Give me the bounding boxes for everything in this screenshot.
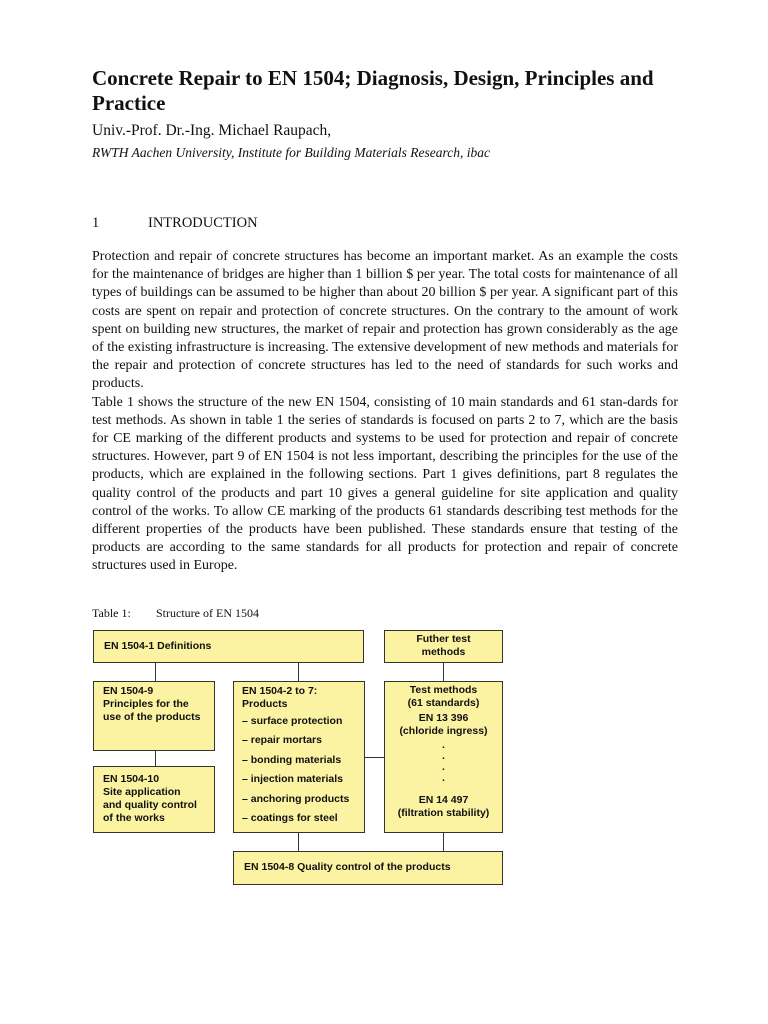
box-text: EN 13 396 (418, 712, 469, 724)
box-text: (chloride ingress) (399, 725, 488, 737)
box-part9-principles (93, 681, 215, 751)
product-item: – injection materials (242, 773, 343, 786)
box-part8-quality-control (233, 851, 503, 885)
ellipsis-dot: . (442, 772, 445, 784)
paragraph: Protection and repair of concrete structures has become an important market. As an example the costs for the maintenance of bridges are higher than 1 billion $ per year. The total costs for maintenance of all types of buildings can be assumed to be higher than about 20 billion $ per year. A significant part of this costs are spent on repair and protection of concrete structures. On the contrary to the amount of work spent on building new structures, the market of repair and protection has grown considerably as the age of the existing infrastructure is increasing. The extensive development of new methods and materials for the repair and protection of concrete structures has led to the need of standards for such works and products. (92, 249, 678, 392)
affiliation-line: RWTH Aachen University, Institute for Building Materials Research, ibac (92, 145, 490, 160)
connector-line (365, 757, 384, 758)
product-item: – bonding materials (242, 753, 342, 766)
box-text: Site application (103, 786, 181, 798)
box-text: EN 1504-10 (103, 773, 160, 785)
product-item: – repair mortars (242, 734, 322, 747)
box-further-test-methods (384, 630, 503, 663)
box-parts2to7-products (233, 681, 365, 833)
section-heading (92, 215, 258, 232)
box-text: and quality control (103, 799, 197, 811)
box-text: of the works (103, 812, 165, 824)
box-title (242, 685, 356, 711)
body-text (92, 248, 678, 576)
product-item: – surface protection (242, 715, 343, 727)
ellipsis-dot: . (442, 739, 445, 751)
table-caption (92, 606, 259, 621)
ellipsis-dot: . (442, 750, 445, 762)
paragraph: Table 1 shows the structure of the new EN 1504, consisting of 10 main standards and 61 stan-dards for test methods. As shown in table 1 the series of standards is focused on parts 2 to 7, which are the basis for CE marking of the different products and systems to be used for protection and repair of concrete structures. However, part 9 of EN 1504 is not less important, describing the principles for the use of the products, which are explained in the following sections. Part 1 gives definitions, part 8 regulates the quality control of the products and part 10 gives a general guideline for site application and quality control of the works. To allow CE marking of the products 61 standards describing test methods for the different properties of the products have been published. These standards ensure that testing of the products are according to the same standards for all products for protection and repair of concrete structures used in Europe. (92, 394, 678, 574)
box-text: EN 1504-2 to 7: (242, 685, 318, 697)
connector-line (298, 663, 299, 681)
author-line: Univ.-Prof. Dr.-Ing. Michael Raupach, (92, 122, 332, 139)
box-text: EN 1504-1 Definitions (104, 640, 212, 652)
connector-line (155, 751, 156, 766)
box-text: Products (242, 698, 288, 710)
ellipsis-dot: . (442, 761, 445, 773)
section-number: 1 (92, 215, 100, 231)
box-text: EN 1504-9 (103, 685, 154, 697)
product-item: – anchoring products (242, 792, 350, 805)
box-text: (filtration stability) (397, 807, 490, 819)
connector-line (298, 833, 299, 851)
box-text: EN 14 497 (418, 794, 469, 806)
box-text: Principles for the (103, 698, 189, 710)
box-text: use of the products (103, 711, 201, 723)
box-part10-site-application (93, 766, 215, 833)
box-text: methods (421, 646, 466, 658)
paper-title: Concrete Repair to EN 1504; Diagnosis, Design, Principles and Practice (92, 66, 654, 115)
table-caption-title: Structure of EN 1504 (156, 606, 259, 620)
box-text: Futher test (416, 633, 471, 645)
box-definitions (93, 630, 364, 663)
box-test-methods (384, 681, 503, 833)
table-caption-number: Table 1: (92, 606, 131, 620)
box-text: (61 standards) (407, 697, 480, 709)
connector-line (443, 833, 444, 851)
box-text: Test methods (409, 684, 478, 696)
product-item: – coatings for steel (242, 811, 338, 824)
section-title: INTRODUCTION (148, 215, 258, 231)
box-text: EN 1504-8 Quality control of the products (244, 861, 451, 873)
connector-line (443, 663, 444, 681)
connector-line (155, 663, 156, 681)
